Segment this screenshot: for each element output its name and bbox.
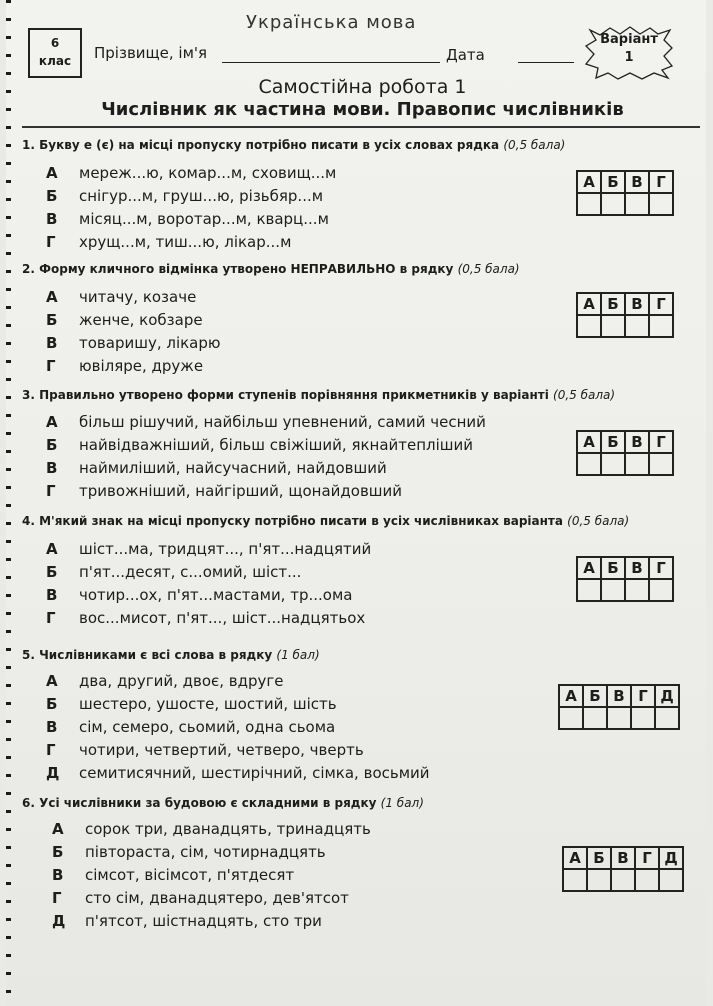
- option-text: семитисячний, шестирічний, сімка, восьмий: [79, 764, 430, 782]
- answer-grid-header: В: [625, 293, 649, 315]
- answer-cell[interactable]: [625, 193, 649, 215]
- option-5-2[interactable]: [46, 695, 337, 713]
- question-4-text: [22, 514, 629, 528]
- question-points: (1 бал): [380, 796, 424, 810]
- answer-grid-header: Г: [635, 847, 659, 869]
- answer-grid-header: Г: [649, 431, 673, 453]
- name-label: Прізвище, ім'я: [94, 44, 208, 62]
- answer-grid-header: Б: [601, 293, 625, 315]
- option-letter: Б: [46, 436, 58, 454]
- option-1-4[interactable]: [46, 233, 291, 251]
- option-letter: А: [52, 820, 64, 838]
- option-1-2[interactable]: [46, 187, 323, 205]
- answer-cell[interactable]: [601, 579, 625, 601]
- option-6-4[interactable]: [52, 889, 349, 907]
- divider: [22, 126, 700, 128]
- date-label: Дата: [446, 46, 485, 64]
- option-text: женче, кобзаре: [79, 311, 203, 329]
- answer-cell[interactable]: [577, 453, 601, 475]
- answer-grid-header: Б: [583, 685, 607, 707]
- option-text: мереж...ю, комар...м, сховищ...м: [79, 164, 337, 182]
- option-3-4[interactable]: [46, 482, 402, 500]
- option-3-3[interactable]: [46, 459, 387, 477]
- answer-grid-3: [576, 430, 674, 476]
- question-3-text: [22, 388, 615, 402]
- option-text: тривожніший, найгірший, щонайдовший: [79, 482, 403, 500]
- option-4-3[interactable]: [46, 586, 352, 604]
- option-text: наймиліший, найсучасний, найдовший: [79, 459, 387, 477]
- question-2-text: [22, 262, 520, 276]
- name-field[interactable]: [222, 62, 440, 63]
- variant-badge: [584, 26, 674, 80]
- option-text: півтораста, сім, чотирнадцять: [85, 843, 326, 861]
- topic-title: Числівник як частина мови. Правопис числівників: [101, 99, 624, 120]
- option-letter: Д: [46, 764, 60, 782]
- option-letter: Г: [46, 357, 56, 375]
- option-1-3[interactable]: [46, 210, 329, 228]
- answer-cell[interactable]: [625, 579, 649, 601]
- answer-cell[interactable]: [601, 453, 625, 475]
- option-2-1[interactable]: [46, 288, 196, 306]
- option-5-3[interactable]: [46, 718, 335, 736]
- answer-grid-header: А: [577, 171, 601, 193]
- grade-number: 6: [50, 36, 60, 50]
- option-text: сім, семеро, сьомий, одна сьома: [79, 718, 336, 736]
- answer-cell[interactable]: [563, 869, 587, 891]
- option-5-1[interactable]: [46, 672, 284, 690]
- option-letter: А: [46, 288, 58, 306]
- answer-cell[interactable]: [649, 193, 673, 215]
- answer-cell[interactable]: [607, 707, 631, 729]
- option-text: хрущ...м, тиш...ю, лікар...м: [79, 233, 292, 251]
- option-text: два, другий, двоє, вдруге: [79, 672, 284, 690]
- answer-cell[interactable]: [587, 869, 611, 891]
- option-letter: А: [46, 672, 58, 690]
- grade-label: клас: [38, 54, 72, 68]
- answer-grid-6: [562, 846, 684, 892]
- answer-grid-header: Д: [655, 685, 679, 707]
- answer-cell[interactable]: [625, 453, 649, 475]
- option-text: чотир...ох, п'ят...мастами, тр...ома: [79, 586, 353, 604]
- answer-grid-header: Б: [601, 171, 625, 193]
- option-text: найвідважніший, більш свіжіший, якнайтепліший: [79, 436, 474, 454]
- option-5-5[interactable]: [46, 764, 430, 782]
- answer-grid-5: [558, 684, 680, 730]
- option-text: снігур...м, груш...ю, різьбяр...м: [79, 187, 324, 205]
- answer-grid-2: [576, 292, 674, 338]
- option-text: вос...мисот, п'ят..., шіст...надцятьох: [79, 609, 366, 627]
- option-text: сімсот, вісімсот, п'ятдесят: [85, 866, 295, 884]
- answer-cell[interactable]: [659, 869, 683, 891]
- subject-title: Українська мова: [246, 12, 417, 33]
- answer-grid-header: В: [611, 847, 635, 869]
- option-3-2[interactable]: [46, 436, 473, 454]
- option-letter: А: [46, 413, 58, 431]
- option-3-1[interactable]: [46, 413, 486, 431]
- option-text: шіст...ма, тридцят..., п'ят...надцятий: [79, 540, 372, 558]
- answer-cell[interactable]: [655, 707, 679, 729]
- binder-holes: [6, 0, 11, 1006]
- question-number: 2.: [22, 262, 35, 276]
- option-letter: В: [46, 334, 58, 352]
- answer-grid-4: [576, 556, 674, 602]
- option-letter: Б: [46, 187, 58, 205]
- question-number: 1.: [22, 138, 35, 152]
- option-text: місяц...м, воротар...м, кварц...м: [79, 210, 329, 228]
- answer-cell[interactable]: [631, 707, 655, 729]
- question-number: 4.: [22, 514, 35, 528]
- question-points: (0,5 бала): [457, 262, 520, 276]
- option-4-1[interactable]: [46, 540, 371, 558]
- option-letter: Г: [46, 482, 56, 500]
- answer-cell[interactable]: [577, 315, 601, 337]
- question-prompt: Числівниками є всі слова в рядку: [39, 648, 273, 662]
- option-text: більш рішучий, найбільш упевнений, самий чесний: [79, 413, 486, 431]
- option-letter: В: [46, 210, 58, 228]
- answer-grid-header: В: [625, 171, 649, 193]
- answer-grid-header: В: [607, 685, 631, 707]
- question-points: (0,5 бала): [503, 138, 566, 152]
- option-letter: Д: [52, 912, 66, 930]
- option-text: читачу, козаче: [79, 288, 197, 306]
- option-letter: А: [46, 540, 58, 558]
- grade-box: [28, 28, 82, 78]
- question-prompt: Форму кличного відмінка утворено НЕПРАВИЛЬНО в рядку: [39, 262, 454, 276]
- answer-grid-header: А: [577, 293, 601, 315]
- option-6-5[interactable]: [52, 912, 322, 930]
- option-4-2[interactable]: [46, 563, 301, 581]
- option-1-1[interactable]: [46, 164, 336, 182]
- answer-grid-header: Г: [649, 293, 673, 315]
- answer-grid-header: А: [563, 847, 587, 869]
- answer-grid-header: Г: [631, 685, 655, 707]
- option-letter: Б: [46, 695, 58, 713]
- option-text: п'ятсот, шістнадцять, сто три: [85, 912, 322, 930]
- question-6-text: [22, 796, 424, 810]
- option-letter: Б: [46, 563, 58, 581]
- option-2-4[interactable]: [46, 357, 203, 375]
- option-6-3[interactable]: [52, 866, 294, 884]
- question-prompt: М'який знак на місці пропуску потрібно писати в усіх числівниках варіанта: [39, 514, 563, 528]
- answer-cell[interactable]: [649, 579, 673, 601]
- answer-grid-header: В: [625, 431, 649, 453]
- option-text: сто сім, дванадцятеро, дев'ятсот: [85, 889, 349, 907]
- answer-grid-1: [576, 170, 674, 216]
- option-letter: В: [46, 718, 58, 736]
- question-prompt: Правильно утворено форми ступенів порівняння прикметників у варіанті: [39, 388, 549, 402]
- option-letter: В: [46, 586, 58, 604]
- question-prompt: Усі числівники за будовою є складними в рядку: [39, 796, 377, 810]
- question-5-text: [22, 648, 320, 662]
- option-letter: Г: [52, 889, 62, 907]
- option-5-4[interactable]: [46, 741, 364, 759]
- option-4-4[interactable]: [46, 609, 365, 627]
- answer-grid-header: А: [559, 685, 583, 707]
- option-text: товаришу, лікарю: [79, 334, 221, 352]
- answer-cell[interactable]: [583, 707, 607, 729]
- option-text: сорок три, дванадцять, тринадцять: [85, 820, 371, 838]
- answer-grid-header: Г: [649, 557, 673, 579]
- answer-cell[interactable]: [649, 453, 673, 475]
- date-field[interactable]: [518, 62, 574, 63]
- option-6-2[interactable]: [52, 843, 326, 861]
- option-letter: Г: [46, 741, 56, 759]
- answer-cell[interactable]: [559, 707, 583, 729]
- option-letter: В: [52, 866, 64, 884]
- option-letter: Г: [46, 233, 56, 251]
- question-1-text: [22, 138, 565, 152]
- answer-cell[interactable]: [601, 315, 625, 337]
- variant-number: 1: [624, 50, 634, 65]
- answer-grid-header: А: [577, 557, 601, 579]
- answer-cell[interactable]: [577, 579, 601, 601]
- variant-label: Варіант: [600, 32, 658, 47]
- question-number: 3.: [22, 388, 35, 402]
- answer-grid-header: Б: [587, 847, 611, 869]
- answer-grid-header: А: [577, 431, 601, 453]
- work-title: Самостійна робота 1: [258, 76, 467, 98]
- answer-grid-header: Б: [601, 557, 625, 579]
- option-letter: Г: [46, 609, 56, 627]
- answer-cell[interactable]: [649, 315, 673, 337]
- option-letter: А: [46, 164, 58, 182]
- option-2-3[interactable]: [46, 334, 221, 352]
- answer-cell[interactable]: [625, 315, 649, 337]
- option-6-1[interactable]: [52, 820, 371, 838]
- question-number: 6.: [22, 796, 35, 810]
- answer-grid-header: Г: [649, 171, 673, 193]
- option-letter: Б: [46, 311, 58, 329]
- question-prompt: Букву е (є) на місці пропуску потрібно писати в усіх словах рядка: [39, 138, 500, 152]
- answer-cell[interactable]: [577, 193, 601, 215]
- answer-cell[interactable]: [611, 869, 635, 891]
- question-points: (1 бал): [276, 648, 320, 662]
- answer-grid-header: Д: [659, 847, 683, 869]
- question-points: (0,5 бала): [567, 514, 630, 528]
- worksheet-page: [6, 0, 706, 1006]
- answer-grid-header: В: [625, 557, 649, 579]
- option-text: п'ят...десят, с...омий, шіст...: [79, 563, 302, 581]
- question-points: (0,5 бала): [553, 388, 616, 402]
- answer-cell[interactable]: [601, 193, 625, 215]
- answer-grid-header: Б: [601, 431, 625, 453]
- option-2-2[interactable]: [46, 311, 203, 329]
- option-text: ювіляре, друже: [79, 357, 204, 375]
- question-number: 5.: [22, 648, 35, 662]
- option-text: чотири, четвертий, четверо, чверть: [79, 741, 364, 759]
- option-letter: Б: [52, 843, 64, 861]
- option-letter: В: [46, 459, 58, 477]
- option-text: шестеро, ушосте, шостий, шість: [79, 695, 337, 713]
- answer-cell[interactable]: [635, 869, 659, 891]
